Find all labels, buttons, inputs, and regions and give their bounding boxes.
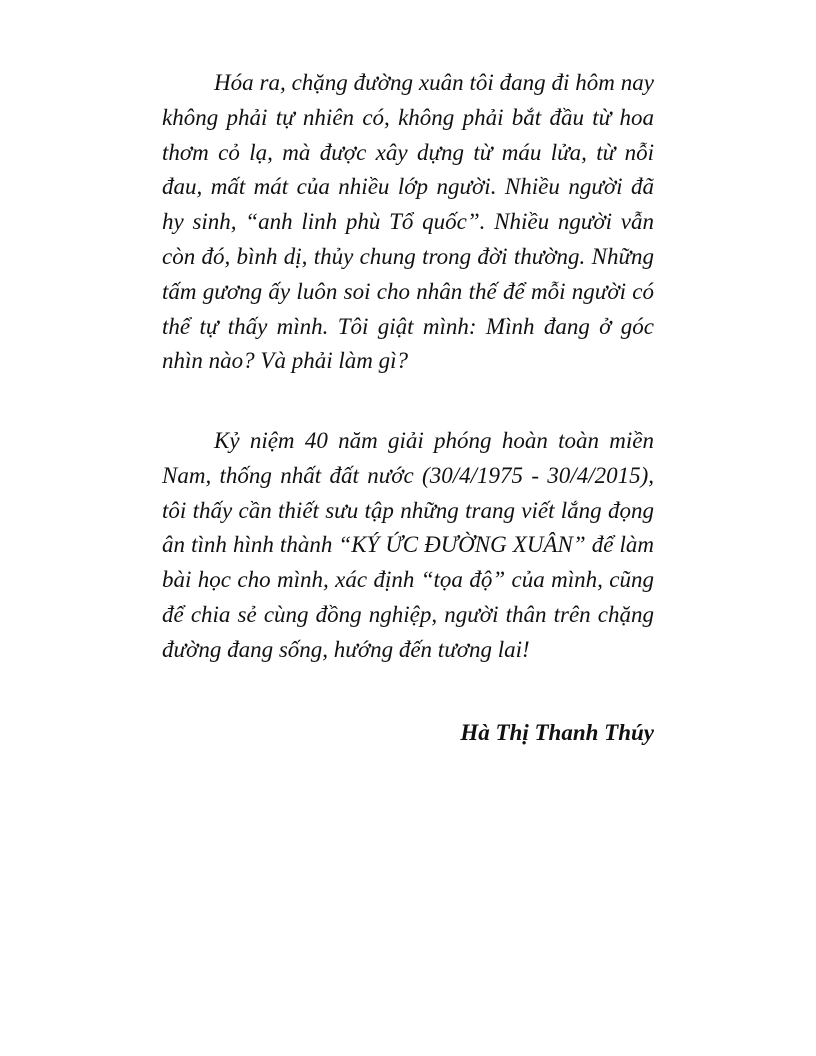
paragraph-1: Hóa ra, chặng đường xuân tôi đang đi hôm nay không phải tự nhiên có, không phải bắt đầu từ hoa thơm cỏ lạ, mà được xây dựng từ máu lửa, từ nỗi đau, mất mát của nhiều lớp người. Nhiều người đã hy sinh, “anh linh phù Tổ quốc”. Nhiều người vẫn còn đó, bình dị, thủy chung trong đời thường. Những tấm gương ấy luôn soi cho nhân thế để mỗi người có thể tự thấy mình. Tôi giật mình: Mình đang ở góc nhìn nào? Và phải làm gì? [162, 70, 654, 374]
author-signature: Hà Thị Thanh Thúy [460, 720, 654, 745]
paragraph-2: Kỷ niệm 40 năm giải phóng hoàn toàn miền Nam, thống nhất đất nước (30/4/1975 - 30/4/2015), tôi thấy cần thiết sưu tập những trang viết lắng đọng ân tình hình thành “KÝ ỨC ĐƯỜNG XUÂN” để làm bài học cho mình, xác định “tọa độ” của mình, cũng để chia sẻ cùng đồng nghiệp, người thân trên chặng đường đang sống, hướng đến tương lai! [162, 428, 654, 662]
